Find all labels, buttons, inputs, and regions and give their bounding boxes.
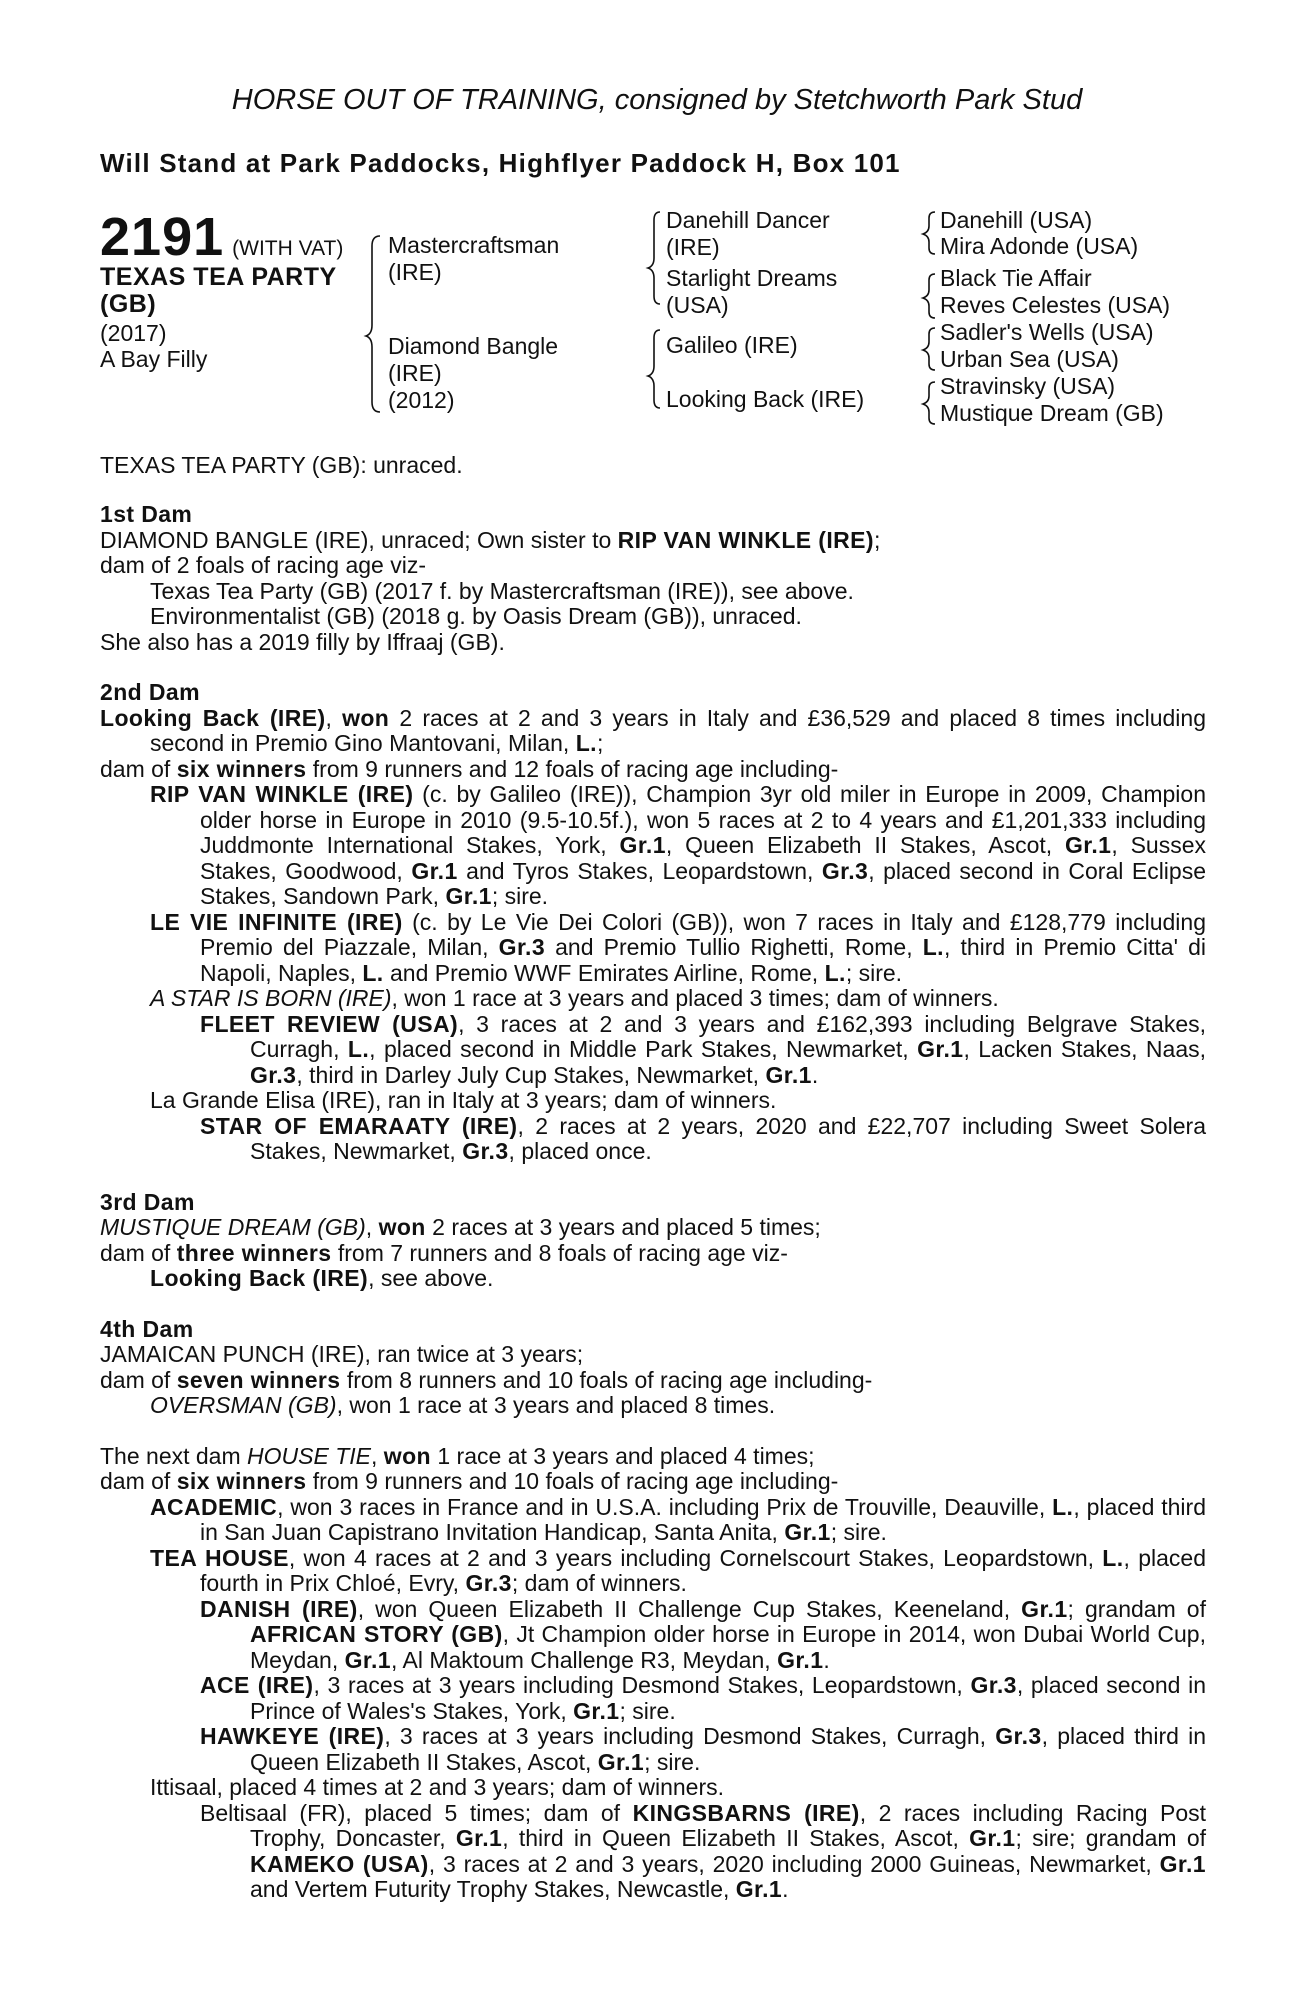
pedigree-sire [388,232,559,286]
third-dam-line [100,1215,1206,1241]
text: , placed second in Coral Eclipse Stakes, Sandown Park, [200,857,1206,909]
text: from 9 runners and 10 foals of racing age including- [306,1468,839,1494]
text: 2 races at 2 and 3 years in Italy and £36,529 and placed 8 times including second in Premio Gino Mantovani, Milan, [150,704,1207,756]
text: (c. by Le Vie Dei Colori (GB)), won 7 races in Italy and £128,779 including Premio del Piazzale, Milan, [200,908,1206,960]
sire-country: (IRE) [388,259,442,285]
fourth-dam-line: JAMAICAN PUNCH (IRE), ran twice at 3 years; [100,1341,584,1367]
produce-item [100,986,1206,1012]
produce-item [100,1266,1206,1292]
second-dam-produce-intro [100,757,1206,783]
horse-ref: LE VIE INFINITE (IRE) [150,908,403,935]
horse-ref: RIP VAN WINKLE (IRE) [150,781,414,807]
third-dam-produce-intro [100,1241,1206,1267]
pedigree-dss: Sadler's Wells (USA) [940,319,1154,345]
grade: L. [1102,1544,1124,1571]
produce-item [100,1546,1206,1597]
text: , placed once. [508,1138,652,1164]
pedigree-sds: Black Tie Affair [940,265,1092,291]
text: , Jt Champion older horse in Europe in 2014, won Dubai World Cup, Meydan, [250,1621,1206,1673]
text: ; [596,730,604,756]
produce-item: Texas Tea Party (GB) (2017 f. by Mastercraftsman (IRE)), see above. [150,577,854,604]
text: , 2 races at 2 years, 2020 and £22,707 including Sweet Solera Stakes, Newmarket, [250,1112,1206,1164]
text: , [325,704,343,731]
text: , won 3 races in France and in U.S.A. including Prix de Trouville, Deauville, [277,1493,1053,1520]
text: and Premio WWF Emirates Airline, Rome, [383,959,825,986]
text: , Al Maktoum Challenge R3, Meydan, [390,1646,778,1673]
horse-ref: RIP VAN WINKLE (IRE) [617,526,874,553]
horse-ref: Looking Back (IRE) [100,704,326,731]
catalogue-body [100,502,1206,1903]
horse-ref: FLEET REVIEW (USA) [200,1010,459,1037]
grade: Gr.1 [573,1697,620,1724]
grade: L. [347,1036,370,1062]
text: dam of [100,1468,177,1494]
text: dam of [100,1239,177,1266]
dam-year: (2012) [388,387,455,413]
text: , 3 races at 2 and 3 years, 2020 including 2000 Guineas, Newmarket, [428,1850,1160,1877]
ss-country: (IRE) [666,234,720,260]
grade: Gr.1 [777,1646,824,1673]
grade: Gr.3 [250,1061,297,1088]
text: , 2 races including Racing Post Trophy, Doncaster, [250,1799,1206,1851]
stand-location: Will Stand at Park Paddocks, Highflyer Paddock H, Box 101 [100,148,901,178]
grade: Gr.1 [1021,1595,1068,1622]
text: , 3 races at 3 years including Desmond Stakes, Leopardstown, [313,1672,971,1698]
grade: Gr.3 [821,857,869,884]
pedigree-sire-sire [666,207,830,261]
text: , see above. [368,1265,494,1291]
text: , placed fourth in Prix Chloé, Evry, [200,1544,1206,1596]
text: , won 1 race at 3 years and placed 3 times; dam of winners. [391,985,999,1011]
grade: Gr.3 [498,934,546,960]
text: , third in Darley July Cup Stakes, Newmarket, [296,1061,766,1088]
grade: Gr.1 [735,1876,783,1902]
produce-note: She also has a 2019 filly by Iffraaj (GB). [100,628,505,655]
horse-ref: KINGSBARNS (IRE) [632,1799,860,1826]
sd-country: (USA) [666,292,729,318]
grade: Gr.3 [995,1723,1042,1749]
text: and Vertem Futurity Trophy Stakes, Newcastle, [250,1876,736,1902]
text: , Sussex Stakes, Goodwood, [200,832,1206,884]
horse-ref: KAMEKO (USA) [250,1850,429,1877]
pedigree-sss: Danehill (USA) [940,207,1093,233]
next-dam-line [100,1444,1206,1470]
text: , third in Queen Elizabeth II Stakes, Ascot, [502,1825,970,1851]
text: , won 4 races at 2 and 3 years including Cornelscourt Stakes, Leopardstown, [288,1544,1103,1571]
text: , Lacken Stakes, Naas, [963,1036,1207,1062]
grade: Gr.1 [917,1036,964,1062]
text: three winners [176,1239,332,1266]
pedigree-sire-dam [666,265,837,319]
next-dam-produce-intro [100,1469,1206,1495]
text: won [383,1442,431,1469]
produce-item: Ittisaal, placed 4 times at 2 and 3 years; dam of winners. [150,1774,725,1800]
grade: Gr.1 [619,832,666,858]
fourth-dam-produce-intro [100,1368,1206,1394]
text: dam of [100,755,177,782]
grade: L. [824,959,846,986]
pedigree-dam-dam: Looking Back (IRE) [666,386,865,412]
horse-ref: A STAR IS BORN (IRE) [150,985,392,1011]
produce-item [100,1597,1206,1674]
text: won [342,704,390,731]
produce-item [100,1673,1206,1724]
grade: Gr.1 [455,1825,503,1851]
text: Beltisaal (FR), placed 5 times; dam of [200,1799,633,1826]
second-dam-title: 2nd Dam [100,679,200,705]
grade: Gr.1 [784,1519,831,1545]
horse-year: (2017) [100,320,167,346]
text: (c. by Galileo (IRE)), Champion 3yr old miler in Europe in 2009, Champion older horse in Europe in 2010 (9.5-10.5f.), won 5 races at 2 to 4 years and £1,201,333 including Juddmonte International Stakes, York, [200,781,1206,858]
pedigree-ddd: Mustique Dream (GB) [940,400,1164,426]
produce-item [100,1801,1206,1903]
pedigree-dam [388,333,558,414]
pedigree-dam-sire: Galileo (IRE) [666,332,798,358]
horse-ref: STAR OF EMARAATY (IRE) [200,1112,518,1139]
grade: Gr.1 [1065,832,1112,858]
produce-item [100,1495,1206,1546]
text: 1 race at 3 years and placed 4 times; [430,1442,815,1469]
produce-item [100,910,1206,987]
produce-item [100,1114,1206,1165]
horse-ref: ACADEMIC [150,1493,278,1520]
pedigree-ssd: Mira Adonde (USA) [940,233,1139,259]
pedigree-dsd: Urban Sea (USA) [940,346,1119,372]
dam-country: (IRE) [388,360,442,386]
text: , won 1 race at 3 years and placed 8 times. [336,1392,776,1418]
first-dam-title: 1st Dam [100,501,193,527]
text: , [365,1214,379,1240]
grade: Gr.3 [462,1138,509,1164]
horse-ref: DANISH (IRE) [200,1595,358,1622]
grade: L. [922,934,944,960]
text: , Queen Elizabeth II Stakes, Ascot, [665,832,1065,858]
horse-ref: MUSTIQUE DREAM (GB) [100,1214,366,1240]
grade: Gr.1 [411,857,458,884]
horse-ref: OVERSMAN (GB) [150,1392,337,1418]
race-summary: TEXAS TEA PARTY (GB): unraced. [100,452,463,478]
first-dam-produce-intro: dam of 2 foals of racing age viz- [100,552,426,578]
text: , [371,1442,384,1469]
first-dam-line [100,528,1206,554]
text: DIAMOND BANGLE (IRE), unraced; Own sister to [100,526,618,553]
text: six winners [176,755,307,782]
sd-name: Starlight Dreams [666,265,838,291]
dam-name: Diamond Bangle [388,333,559,359]
pedigree-brackets [0,0,1314,440]
grade: Gr.1 [1159,1850,1206,1877]
text: , placed third in San Juan Capistrano Invitation Handicap, Santa Anita, [200,1493,1206,1545]
text: The next dam [100,1442,248,1469]
grade: Gr.1 [597,1748,645,1775]
horse-ref: HAWKEYE (IRE) [200,1723,385,1749]
text: dam of [100,1366,177,1393]
produce-item [100,1724,1206,1775]
ss-name: Danehill Dancer [666,207,830,233]
third-dam-title: 3rd Dam [100,1188,195,1215]
text: . [811,1061,819,1088]
text: ; grandam of [1067,1595,1206,1622]
produce-item [100,1012,1206,1089]
text: and Tyros Stakes, Leopardstown, [457,857,822,884]
text: , placed second in Prince of Wales's Stakes, York, [250,1672,1206,1724]
text: 2 races at 3 years and placed 5 times; [425,1214,821,1240]
pedigree-dds: Stravinsky (USA) [940,373,1116,399]
horse-description: A Bay Filly [100,346,208,372]
text: won [378,1214,426,1240]
text: , third in Premio Citta' di Napoli, Naples, [200,934,1206,986]
horse-ref: ACE (IRE) [200,1672,314,1698]
text: ; sire; grandam of [1015,1825,1207,1851]
vat-label: (WITH VAT) [232,237,344,260]
second-dam-line [100,706,1206,757]
text: and Premio Tullio Righetti, Rome, [545,934,923,960]
horse-ref: HOUSE TIE [247,1442,371,1469]
produce-item: La Grande Elisa (IRE), ran in Italy at 3 years; dam of winners. [150,1087,777,1113]
grade: Gr.1 [765,1061,812,1088]
text: from 9 runners and 12 foals of racing age including- [306,755,839,782]
horse-ref: Looking Back (IRE) [150,1265,369,1291]
horse-ref: TEA HOUSE [150,1544,289,1571]
text: six winners [176,1468,307,1494]
text: ; dam of winners. [511,1570,687,1596]
text: , 3 races at 2 and 3 years and £162,393 including Belgrave Stakes, Curragh, [250,1010,1207,1062]
grade: Gr.1 [969,1825,1016,1851]
text: . [823,1646,830,1673]
grade: Gr.1 [445,883,492,909]
grade: Gr.3 [970,1672,1017,1698]
grade: L. [1052,1493,1074,1520]
text: seven winners [176,1366,341,1393]
sire-name: Mastercraftsman [388,232,560,258]
grade: Gr.1 [344,1646,391,1673]
text: from 7 runners and 8 foals of racing age viz- [331,1239,788,1266]
text: ; [873,526,881,553]
horse-name: TEXAS TEA PARTY (GB) [100,263,337,318]
lot-number: 2191 [100,207,225,267]
grade: L. [362,959,384,986]
text: from 8 runners and 10 foals of racing age including- [340,1366,873,1393]
grade: Gr.3 [465,1570,512,1596]
fourth-dam-title: 4th Dam [100,1315,194,1342]
text: ; sire. [845,959,903,986]
text: , 3 races at 3 years including Desmond Stakes, Curragh, [384,1723,996,1749]
text: , won Queen Elizabeth II Challenge Cup Stakes, Keeneland, [357,1595,1022,1622]
page-title: HORSE OUT OF TRAINING, consigned by Stetchworth Park Stud [231,84,1083,116]
text: ; sire. [619,1697,676,1724]
pedigree-sdd: Reves Celestes (USA) [940,292,1171,318]
text: ; sire. [830,1519,887,1545]
text: , placed second in Middle Park Stakes, Newmarket, [369,1036,918,1062]
horse-ref: AFRICAN STORY (GB) [250,1621,503,1647]
text: ; sire. [491,883,549,909]
text: , placed third in Queen Elizabeth II Stakes, Ascot, [250,1723,1206,1775]
produce-item [100,782,1206,910]
text: ; sire. [644,1748,701,1775]
produce-item [100,1393,1206,1419]
grade: L. [575,730,597,756]
produce-item: Environmentalist (GB) (2018 g. by Oasis Dream (GB)), unraced. [150,603,802,629]
text: . [782,1876,789,1902]
